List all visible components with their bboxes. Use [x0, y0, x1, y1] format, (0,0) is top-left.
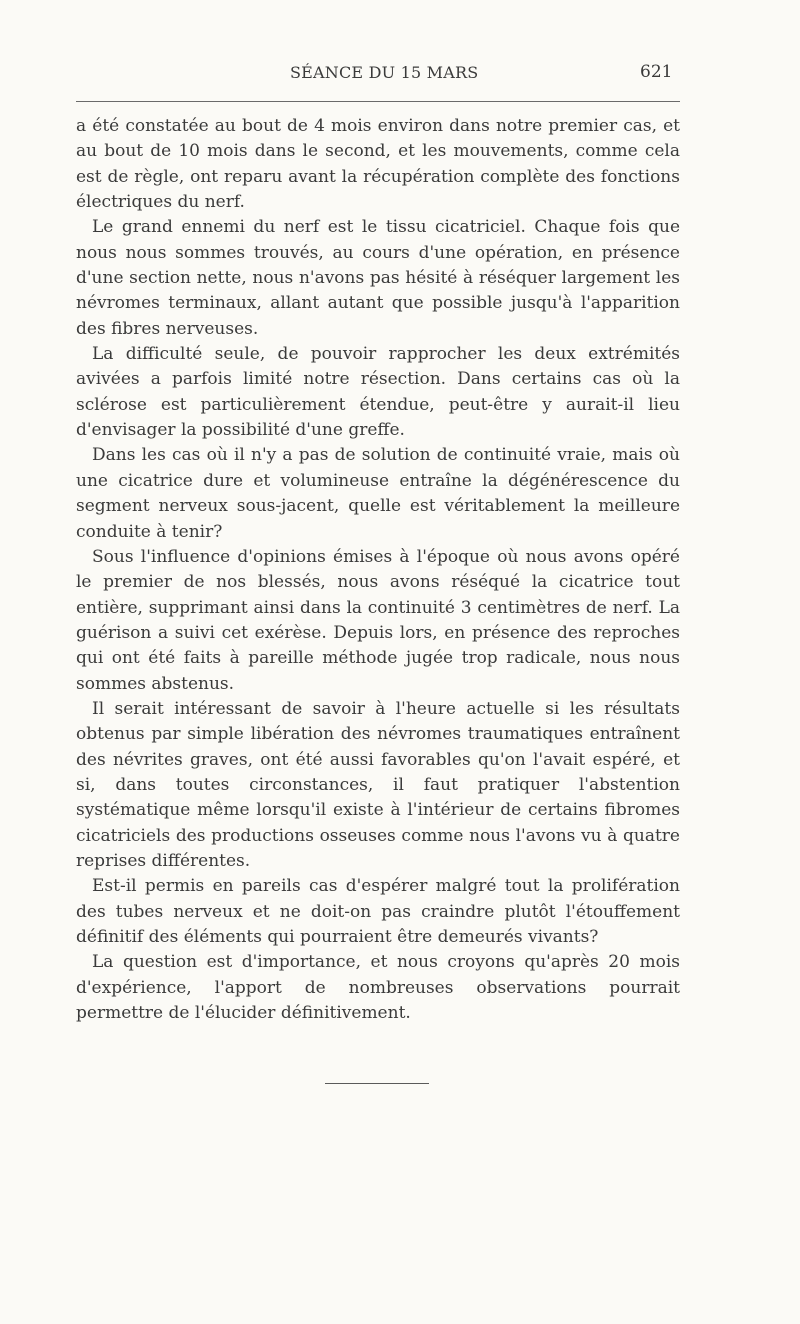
end-of-section-rule — [325, 1083, 429, 1084]
paragraph-2: Le grand ennemi du nerf est le tissu cicatriciel. Chaque fois que nous nous sommes trouvés, au cours d'une opération, en présence d'une section nette, nous n'avons pas hésité à réséquer largement les névromes terminaux, allant autant que possible jusqu'à l'apparition des fibres nerveuses. — [76, 217, 680, 339]
body-text — [76, 114, 680, 1026]
paragraph-3: La difficulté seule, de pouvoir rapprocher les deux extrémités avivées a parfois limité notre résection. Dans certains cas où la sclérose est particulièrement étendue, peut-être y aurait-il lieu d'envisager la possibilité d'une greffe. — [76, 344, 680, 441]
paragraph-6: Il serait intéressant de savoir à l'heure actuelle si les résultats obtenus par simple libération des névromes traumatiques entraînent des névrites graves, ont été aussi favorables qu'on l'avait espéré, et si, dans toutes circonstances, il faut pratiquer l'abstention systématique même lorsqu'il existe à l'intérieur de certains fibromes cicatriciels des productions osseuses comme nous l'avons vu à quatre reprises différentes. — [76, 698, 680, 871]
paragraph-5: Sous l'influence d'opinions émises à l'époque où nous avons opéré le premier de nos blessés, nous avons réséqué la cicatrice tout entière, supprimant ainsi dans la continuité 3 centimètres de nerf. La guérison a suivi cet exérèse. Depuis lors, en présence des reproches qui ont été faits à pareille méthode jugée trop radicale, nous nous sommes abstenus. — [76, 546, 680, 694]
paragraph-1: a été constatée au bout de 4 mois environ dans notre premier cas, et au bout de 10 mois dans le second, et les mouvements, comme cela est de règle, ont reparu avant la récupération complète des fonctions électriques du nerf. — [76, 116, 680, 213]
paragraph-8: La question est d'importance, et nous croyons qu'après 20 mois d'expérience, l'apport de nombreuses observations pourrait permettre de l'élucider définitivement. — [76, 952, 680, 1024]
paragraph-7: Est-il permis en pareils cas d'espérer malgré tout la prolifération des tubes nerveux et ne doit-on pas craindre plutôt l'étouffement définitif des éléments qui pourraient être demeurés vivants? — [76, 876, 680, 947]
running-header-title: SÉANCE DU 15 MARS — [290, 63, 479, 82]
header-divider — [76, 101, 680, 102]
paragraph-4: Dans les cas où il n'y a pas de solution de continuité vraie, mais où une cicatrice dure et volumineuse entraîne la dégénérescence du segment nerveux sous-jacent, quelle est véritablement la meilleure conduite à tenir? — [76, 445, 680, 542]
page-number: 621 — [640, 62, 673, 82]
